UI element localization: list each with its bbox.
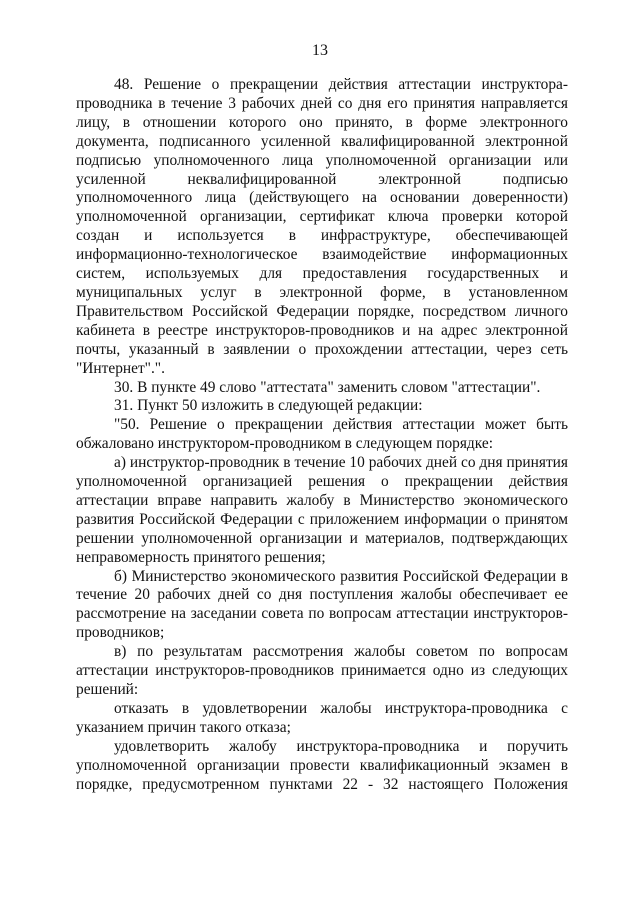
paragraph-50-item-a: а) инструктор-проводник в течение 10 рабочих дней со дня принятия уполномоченной организацией решения о прекращении действия аттестации вправе направить жалобу в Министерство экономического развития Российской Федерации с приложением информации о принятом решении уполномоченной организации и материалов, подтверждающих неправомерность принятого решения; (76, 454, 568, 566)
paragraph-48: 48. Решение о прекращении действия аттестации инструктора-проводника в течение 3 рабочих дней со дня его принятия направляется лицу, в отношении которого оно принято, в форме электронного документа, подписанного усиленной квалифицированной электронной подписью уполномоченного лица уполномоченной организации или усиленной неквалифицированной электронной подписью уполномоченного лица (действующего на основании доверенности) уполномоченной организации, сертификат ключа проверки которой создан и используется в инфраструктуре, обеспечивающей информационно-технологическое взаимодействие информационных систем, используемых для предоставления государственных и муниципальных услуг в электронной форме, в установленном Правительством Российской Федерации порядке, посредством личного кабинета в реестре инструкторов-проводников и на адрес электронной почты, указанный в заявлении о прохождении аттестации, через сеть "Интернет".". (76, 76, 568, 377)
paragraph-amendment-30: 30. В пункте 49 слово "аттестата" заменить словом "аттестации". (114, 378, 541, 396)
paragraph-amendment-31: 31. Пункт 50 изложить в следующей редакции: (114, 397, 423, 415)
paragraph-50-item-b: б) Министерство экономического развития Российской Федерации в течение 20 рабочих дней со дня поступления жалобы обеспечивает ее рассмотрение на заседании совета по вопросам аттестации инструкторов-проводников; (76, 567, 568, 642)
decision-option-satisfy: удовлетворить жалобу инструктора-проводника и поручить уполномоченной организации провести квалификационный экзамен в порядке, предусмотренном пунктами 22 - 32 настоящего Положения (76, 737, 568, 793)
decision-option-reject: отказать в удовлетворении жалобы инструктора-проводника с указанием причин такого отказа; (76, 699, 568, 736)
document-body (76, 76, 568, 794)
paragraph-50-item-v: в) по результатам рассмотрения жалобы советом по вопросам аттестации инструкторов-проводников принимается одно из следующих решений: (76, 643, 568, 698)
paragraph-50: "50. Решение о прекращении действия аттестации может быть обжаловано инструктором-проводником в следующем порядке: (76, 416, 568, 453)
page-number: 13 (312, 42, 328, 59)
